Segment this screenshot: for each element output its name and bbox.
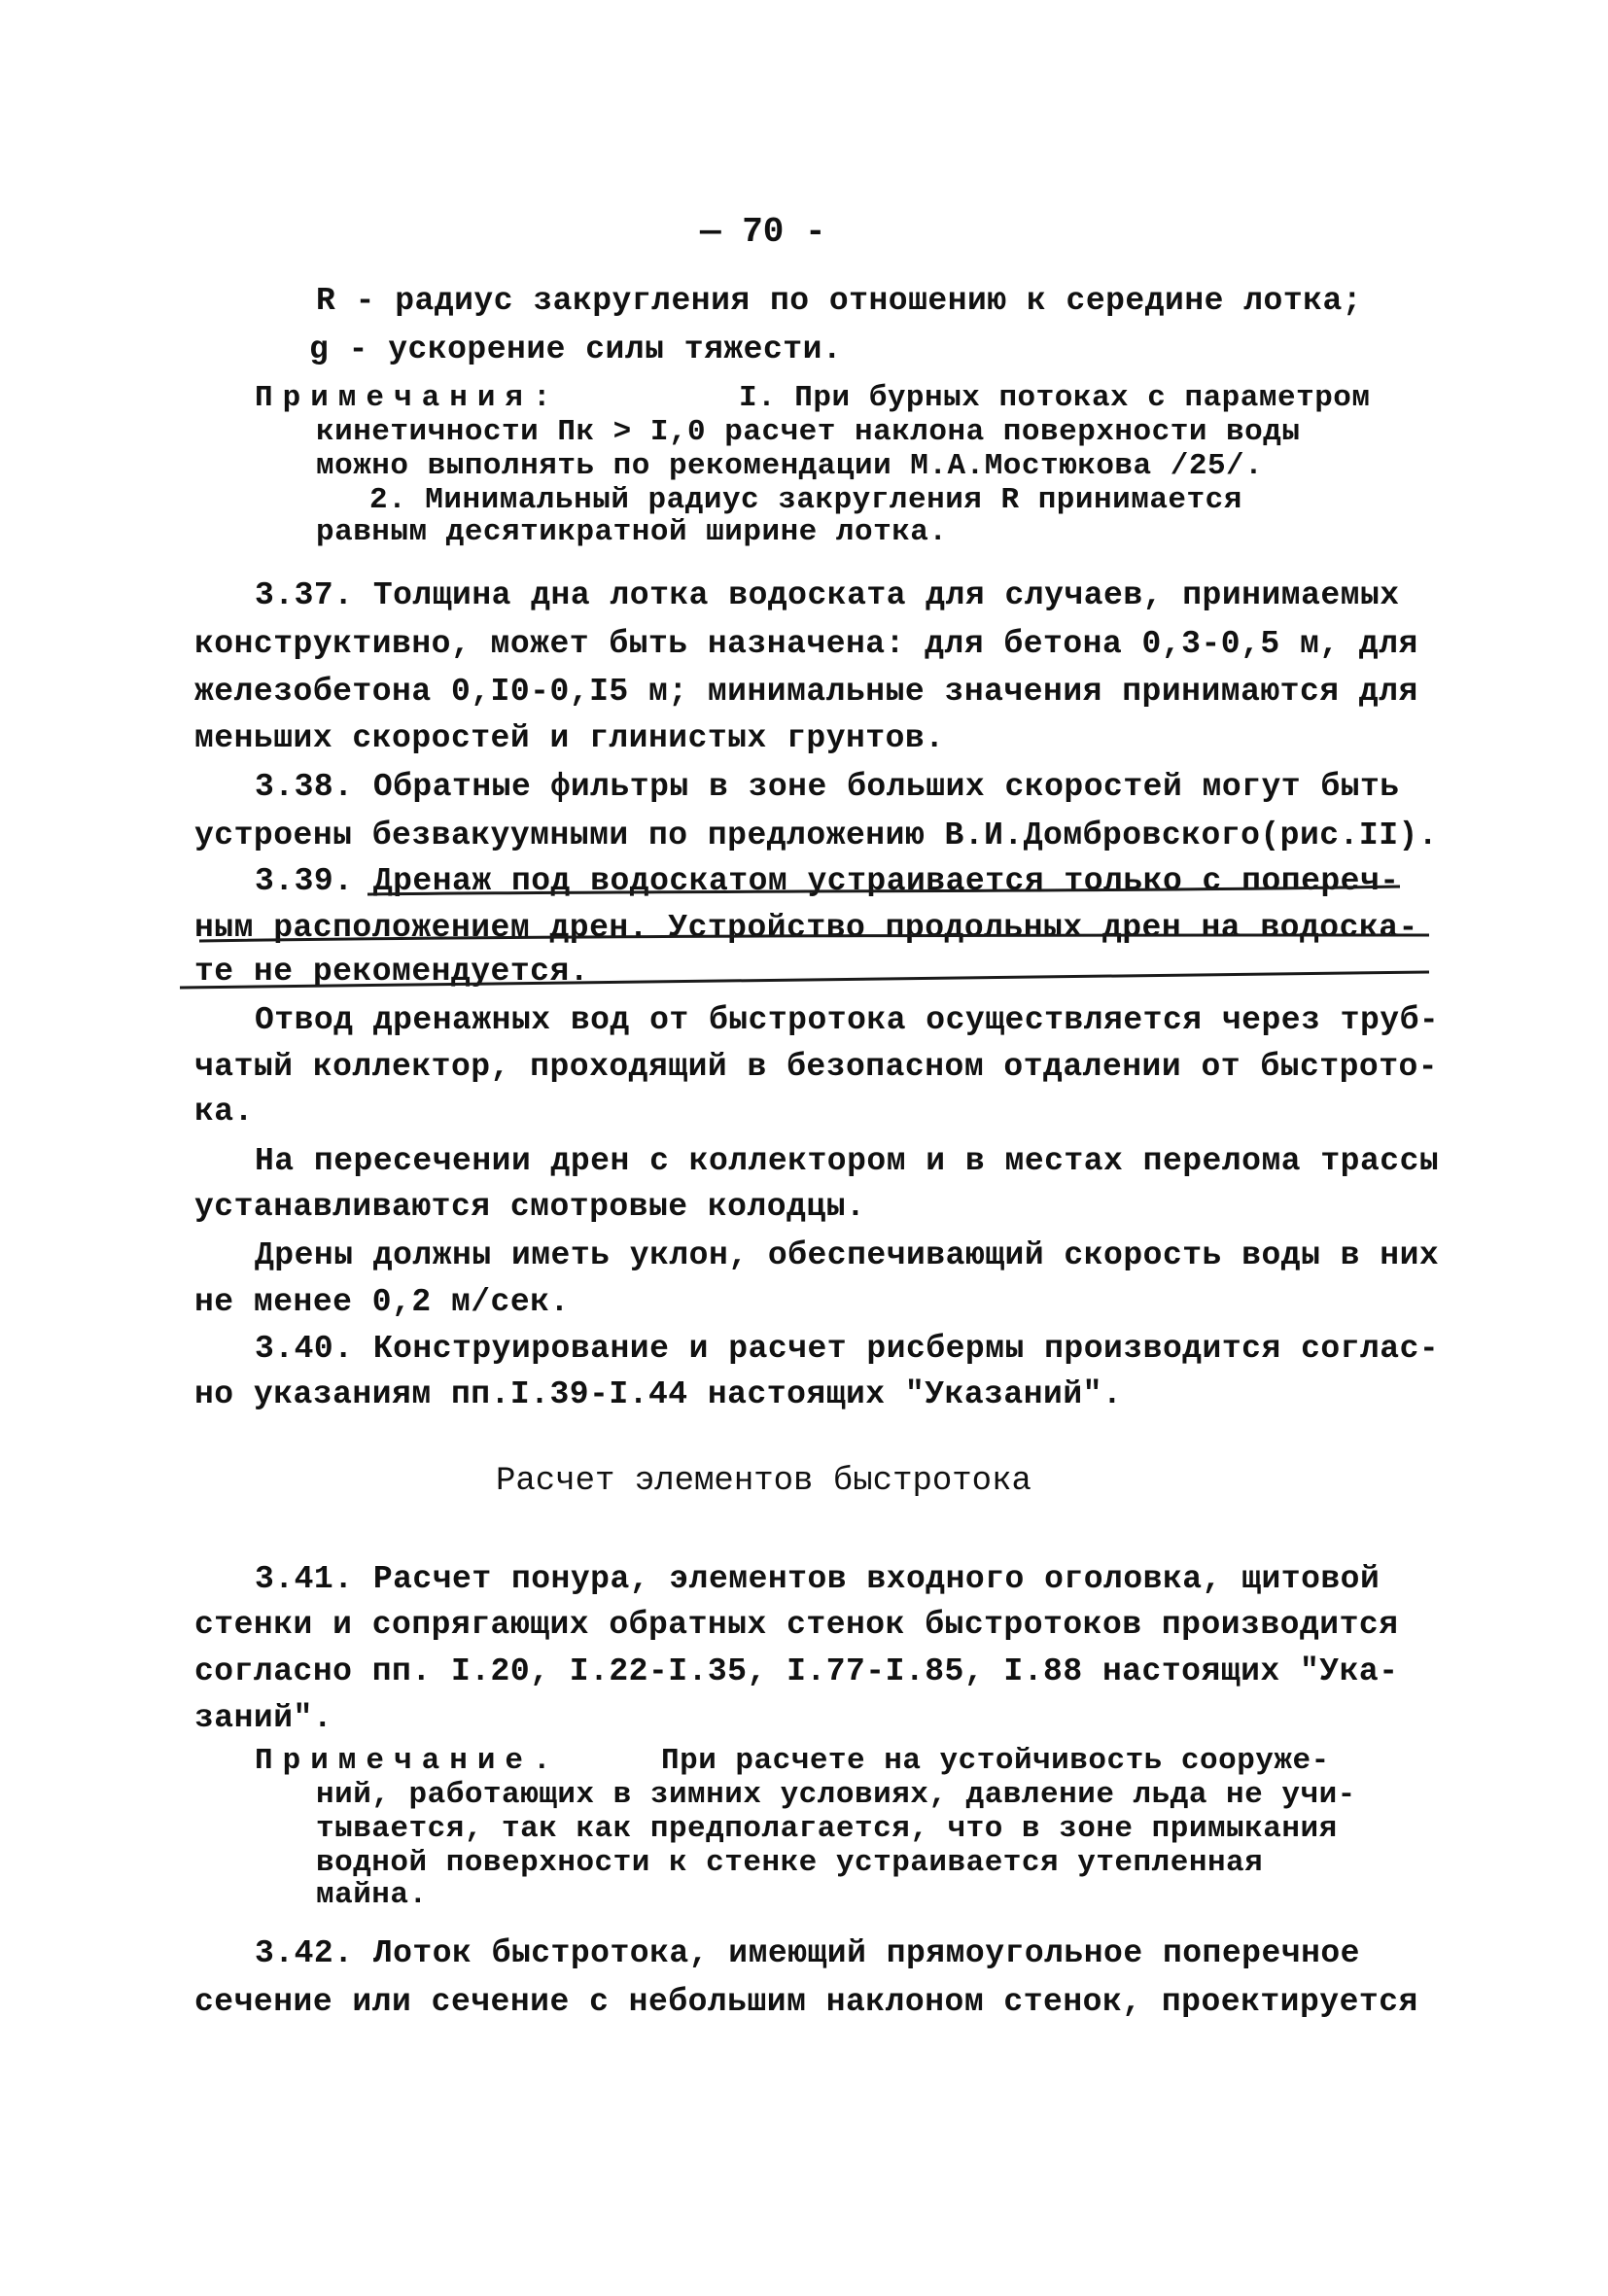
paragraph-line: Дрены должны иметь уклон, обеспечивающий скорость воды в них: [255, 1237, 1440, 1273]
section-heading: Расчет элементов быстротока: [496, 1463, 1031, 1500]
paragraph-line: 3.37. Толщина дна лотка водоската для случаев, принимаемых: [255, 577, 1400, 613]
paragraph-line: не менее 0,2 м/сек.: [194, 1284, 570, 1320]
note-line: ний, работающих в зимних условиях, давление льда не учи-: [316, 1778, 1356, 1812]
paragraph-line: ным расположением дрен. Устройство продольных дрен на водоска-: [194, 910, 1418, 946]
paragraph-line: чатый коллектор, проходящий в безопасном отдалении от быстрото-: [194, 1049, 1439, 1085]
note-line: тывается, так как предполагается, что в зоне примыкания: [316, 1812, 1338, 1846]
paragraph-line: 3.42. Лоток быстротока, имеющий прямоугольное поперечное: [255, 1935, 1360, 1971]
paragraph-line: те не рекомендуется.: [194, 954, 590, 990]
note-line: кинетичности Пк > I,0 расчет наклона поверхности воды: [316, 415, 1301, 449]
note-line: майна.: [316, 1878, 428, 1912]
note-line: I. При бурных потоках с параметром: [739, 381, 1371, 415]
paragraph-line: железобетона 0,I0-0,I5 м; минимальные значения принимаются для: [194, 674, 1418, 710]
note-line: 2. Минимальный радиус закругления R принимается: [369, 483, 1242, 517]
note-line: равным десятикратной ширине лотка.: [316, 515, 948, 549]
definition-r: R - радиус закругления по отношению к середине лотка;: [316, 283, 1363, 319]
paragraph-line: согласно пп. I.20, I.22-I.35, I.77-I.85, I.88 настоящих "Ука-: [194, 1653, 1399, 1689]
paragraph-line: заний".: [194, 1700, 333, 1736]
paragraph-line: конструктивно, может быть назначена: для бетона 0,3-0,5 м, для: [194, 626, 1418, 662]
definition-g: g - ускорение силы тяжести.: [309, 331, 843, 367]
paragraph-line: На пересечении дрен с коллектором и в местах перелома трассы: [255, 1143, 1440, 1179]
note-line: При расчете на устойчивость сооруже-: [661, 1744, 1330, 1778]
paragraph-line: стенки и сопрягающих обратных стенок быстротоков производится: [194, 1607, 1399, 1643]
paragraph-line: устанавливаются смотровые колодцы.: [194, 1189, 866, 1225]
paragraph-line: меньших скоростей и глинистых грунтов.: [194, 720, 945, 756]
paragraph-line: 3.39. Дренаж под водоскатом устраивается только с попереч-: [255, 863, 1400, 899]
paragraph-line: 3.38. Обратные фильтры в зоне больших скоростей могут быть: [255, 769, 1400, 805]
note-label: Примечание.: [255, 1744, 561, 1778]
page-number: — 70 -: [700, 212, 826, 252]
paragraph-line: но указаниям пп.I.39-I.44 настоящих "Указаний".: [194, 1376, 1123, 1412]
note-line: водной поверхности к стенке устраивается утепленная: [316, 1846, 1264, 1880]
paragraph-line: сечение или сечение с небольшим наклоном стенок, проектируется: [194, 1984, 1418, 2020]
note-label: Примечания:: [255, 381, 561, 415]
paragraph-line: 3.40. Конструирование и расчет рисбермы производится соглас-: [255, 1331, 1440, 1367]
paragraph-line: ка.: [194, 1094, 254, 1130]
paragraph-line: Отвод дренажных вод от быстротока осуществляется через труб-: [255, 1002, 1440, 1038]
paragraph-line: устроены безвакуумными по предложению В.И.Домбровского(рис.II).: [194, 818, 1439, 853]
paragraph-line: 3.41. Расчет понура, элементов входного оголовка, щитовой: [255, 1561, 1381, 1597]
note-line: можно выполнять по рекомендации М.А.Мостюкова /25/.: [316, 449, 1264, 483]
